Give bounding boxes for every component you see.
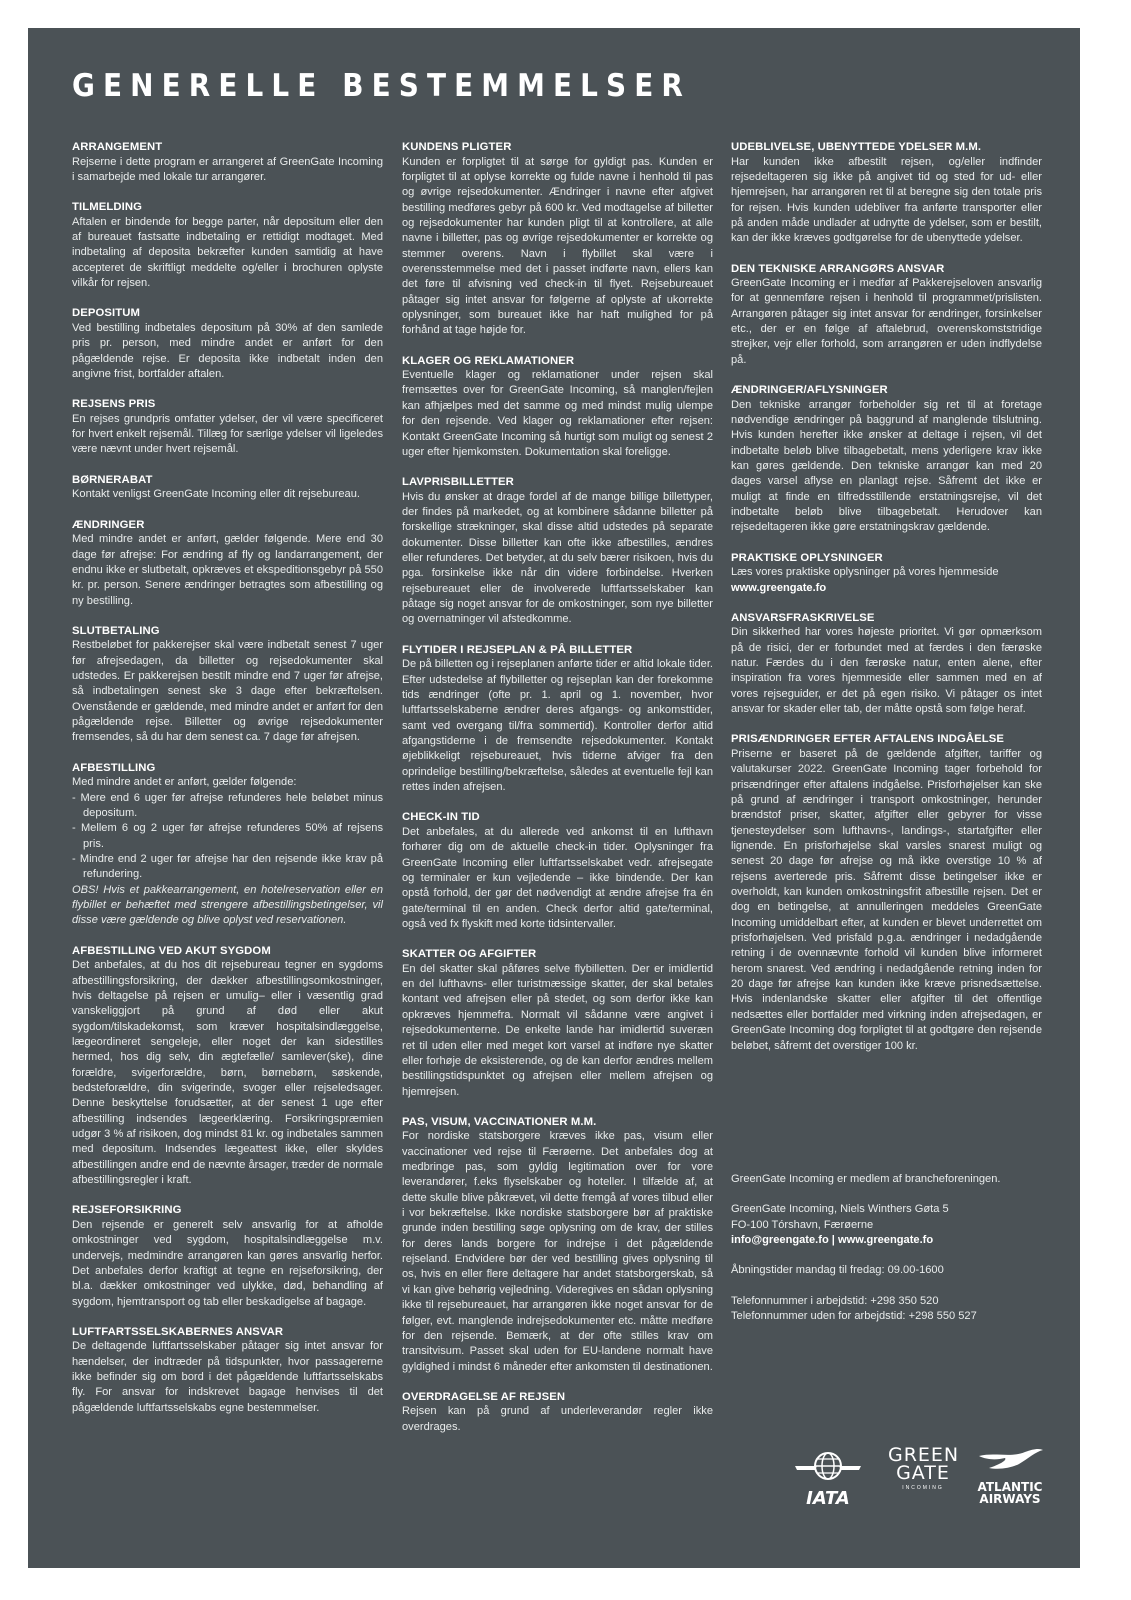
section-text: Den tekniske arrangør forbeholder sig ret til at foretage nødvendige ændringer på baggrund af manglende tilslutning. Hvis kunden herefter ikke ønsker at deltage i rejsen, vil det indbetalte beløb blive tilbagebetalt, mens yderligere krav ikke kan gøres gældende. Den tekniske arrangør kan med 20 dages varsel aflyse en planlagt rejse. Såfremt det ikke er muligt at finde en tilfredsstillende erstatningsrejse, vil det indbetalte beløb blive tilbagebetalt. Herudover kan rejsedeltageren ikke gøre erstatningskrav gældende.	[731, 398, 1042, 534]
list-item: - Mindre end 2 uger før afrejse har den rejsende ikke krav på refundering.	[72, 852, 383, 883]
section-text: Rejsen kan på grund af underleverandør regler ikke overdrages.	[402, 1405, 713, 1433]
bird-icon	[975, 1446, 1045, 1476]
iata-globe-icon	[793, 1446, 863, 1488]
section	[402, 947, 713, 1100]
section-text: De deltagende luftfartsselskaber påtager sig intet ansvar for hændelser, der indtræder på tidspunkter, hvor passagererne ikke befinder sig om bord i det pågældende luftfartsselskabs fly. For ansvar for indskrevet bagage henvises til det pågældende luftfartsselskabs egne bestemmelser.	[72, 1340, 383, 1414]
note-text: OBS! Hvis et pakkearrangement, en hotelreservation eller en flybillet er behæftet med strengere afbestillingsbetingelser, vil disse være gældende og blive oplyst ved reservationen.	[72, 883, 383, 927]
section	[72, 200, 383, 291]
section-heading: ÆNDRINGER	[72, 518, 145, 531]
section-heading: OVERDRAGELSE AF REJSEN	[402, 1390, 566, 1403]
section-heading: BØRNERABAT	[72, 473, 153, 486]
column-3	[731, 140, 1042, 1069]
section-heading: AFBESTILLING VED AKUT SYGDOM	[72, 944, 271, 957]
section	[402, 475, 713, 628]
section-text: Det anbefales, at du allerede ved ankomst til en lufthavn forhører dig om de aktuelle check-in tider. Oplysninger fra GreenGate Incoming eller luftfartsselskabet vedr. afrejsegate og terminaler er kun vejledende – ikke bindende. Der kan opstå forhold, der gør det nødvendigt at ændre afrejse fra én gate/terminal til en anden. Check derfor altid gate/terminal, også ved fx flyskift med korte tidsintervaller.	[402, 825, 713, 930]
section	[402, 354, 713, 461]
section	[731, 611, 1042, 718]
section-text: Eventuelle klager og reklamationer under rejsen skal fremsættes over for GreenGate Incoming, så manglen/fejlen kan afhjælpes med det samme og med mindst mulig ulempe for den rejsende. Ved klager og reklamationer efter rejsen: Kontakt GreenGate Incoming så hurtigt som muligt og senest 2 uger efter hjemkomsten. Dokumentation skal foreligge.	[402, 369, 713, 458]
list-item: - Mere end 6 uger før afrejse refunderes hele beløbet minus depositum.	[72, 791, 383, 822]
phone-work: Telefonnummer i arbejdstid: +298 350 520	[731, 1294, 939, 1307]
address-line-2: FO-100 Tórshavn, Færøerne	[731, 1218, 874, 1231]
section	[731, 262, 1042, 369]
page-title: GENERELLE BESTEMMELSER	[72, 68, 691, 104]
section	[72, 306, 383, 382]
section-heading: ÆNDRINGER/AFLYSNINGER	[731, 384, 888, 397]
list-item: - Mellem 6 og 2 uger før afrejse refunderes 50% af rejsens pris.	[72, 821, 383, 852]
greengate-subtitle: INCOMING	[902, 1485, 944, 1491]
section-text: Med mindre andet er anført, gælder følgende. Mere end 30 dage før afrejse: For ændring af fly og landarrangement, der endnu ikke er slutbetalt, opkræves et ekspeditionsgebyr på 550 kr. pr. person. Senere ændringer betragtes som afbestilling og ny bestilling.	[72, 533, 383, 607]
section-text: For nordiske statsborgere kræves ikke pas, visum eller vaccinationer ved rejse til Færøerne. Det anbefales dog at medbringe pas, som gyldig legitimation over for vore leverandører, f.eks flyselskaber og hoteller. I tilfælde af, at dette skulle blive påkrævet, vil dette fremgå af vores tilbud eller i vor bekræftelse. Ikke nordiske statsborgere bør af praktiske grunde inden bestilling søge oplysning om de krav, der stilles for deres lands borgere for indrejse i det pågældende rejseland. Endvidere bør der ved bestilling gives oplysning til os, hvis en eller flere deltagere har andet statsborgerskab, så vi kan give behørig vejledning. Videregives en sådan oplysning ikke til rejsebureauet, har arrangøren ikke noget ansvar for de følger, evt. manglende indrejsedokumenter etc. måtte medføre for den rejsende. Bemærk, at der ofte stilles krav om transitvisum. Passet skal uden for EU-landene normalt have gyldighed i mindst 6 måneder efter ankomsten til destinationen.	[402, 1130, 713, 1373]
section-heading: LAVPRISBILLETTER	[402, 476, 514, 489]
section	[72, 624, 383, 746]
section	[72, 140, 383, 185]
section	[402, 810, 713, 932]
section	[72, 518, 383, 609]
section-text: Din sikkerhed har vores højeste prioritet. Vi gør opmærksom på de risici, der er forbundet med at færdes i den færøske natur. Færdes du i den færøske natur, enten alene, efter inspiration fra vores hjemmeside eller sammen med en af vores rejseguider, er det på egen risiko. Vi påtager os intet ansvar for skader eller tab, der måtte opstå som følge heraf.	[731, 626, 1042, 716]
section-text: En del skatter skal påføres selve flybilletten. Der er imidlertid en del lufthavns- eller turistmæssige skatter, der skal betales kontant ved afrejsen eller på stedet, og som derfor ikke kan opkræves hjemmefra. Normalt vil sådanne være angivet i rejsedokumenterne. De enkelte lande har imidlertid suveræn ret til uden eller med meget kort varsel at indføre nye skatter eller forhøje de eksisterende, og de kan derfor ændres mellem bestillingstidspunktet og afrejsen eller mellem afrejsen og hjemrejsen.	[402, 962, 713, 1098]
section-text: De på billetten og i rejseplanen anførte tider er altid lokale tider. Efter udstedelse af flybilletter og rejseplan kan der forekomme tids ændringer (ofte pr. 1. april og 1. november, hvor luftfartsselskaberne ændrer deres afgangs- og ankomsttider, samt ved overgang til/fra sommertid). Kontroller derfor altid afgangstiderne i de fremsendte rejsedokumenter. Kontakt øjeblikkeligt rejsebureauet, hvis tiderne afviger fra den oprindelige bestilling/bekræftelse, således at eventuelle fejl kan rettes inden afrejsen.	[402, 658, 713, 794]
section	[731, 140, 1042, 247]
section-heading: DEPOSITUM	[72, 307, 141, 320]
section-heading: ANSVARSFRASKRIVELSE	[731, 611, 875, 624]
address	[731, 1202, 1051, 1248]
atlantic-word-1: ATLANTIC	[977, 1480, 1043, 1494]
greengate-word-2: GATE	[896, 1462, 950, 1484]
section	[72, 944, 383, 1189]
section-text: Aftalen er bindende for begge parter, når depositum eller den af bureauet fastsatte indbetaling er rettidigt modtaget. Med indbetaling af deposita bekræfter kunden samtidig at have accepteret de skriftligt meddelte og/eller i brochuren oplyste vilkår for rejsen.	[72, 215, 383, 290]
section-text: Har kunden ikke afbestilt rejsen, og/eller indfinder rejsedeltageren sig ikke på angivet tid og sted for ud- eller hjemrejsen, har arrangøren ret til at beregne sig den totale pris for rejsen. Hvis kunden udebliver fra anførte transporter eller på anden måde undlader at udnytte de ydelser, som er bestilt, kan der ikke kræves godtgørelse for de ubenyttede ydelser.	[731, 155, 1042, 245]
atlantic-word-2: AIRWAYS	[979, 1492, 1041, 1506]
terms-panel	[28, 28, 1080, 1568]
section	[402, 643, 713, 796]
section	[72, 761, 383, 929]
section-heading: PAS, VISUM, VACCINATIONER M.M.	[402, 1115, 597, 1128]
section-text: Priserne er baseret på de gældende afgifter, tariffer og valutakurser 2022. GreenGate Incoming tager forbehold for prisændringer efter aftalens indgåelse. Prisforhøjelser kan ske på grund af ændringer i transport omkostninger, herunder brændstof priser, skatter, afgifter eller gebyrer for visse tjenesteydelser som lufthavns-, landings-, startafgifter eller lignende. En prisforhøjelse skal varsles snarest muligt og senest 20 dage før afrejse og må ikke overstige 10 % af rejsens averterede pris. Såfremt disse betingelser ikke er overholdt, kan kunden omkostningsfrit afbestille rejsen. Det er dog en betingelse, at annulleringen meddeles GreenGate Incoming umiddelbart efter, at kunden er blevet underrettet om prisforhøjelsen. Ved prisfald p.g.a. ændringer i nedadgående retning i de ovennævnte forhold vil kunden blive informeret herom snarest. Ved ændring i nedadgående retning inden for 20 dage før afrejse kan kunden ikke kræve prisnedsættelse. Hvis indenlandske skatter eller afgifter til det offentlige nedsættes eller bortfalder med virkning inden afrejsedagen, er GreenGate Incoming dog forpligtet til at godtgøre den rejsende beløbet, såfremt det overstiger 100 kr.	[731, 747, 1042, 1052]
iata-wordmark: IATA	[806, 1488, 850, 1509]
opening-hours: Åbningstider mandag til fredag: 09.00-1600	[731, 1264, 944, 1277]
section-heading: SLUTBETALING	[72, 624, 160, 637]
section-heading: UDEBLIVELSE, UBENYTTEDE YDELSER M.M.	[731, 141, 982, 153]
section-heading: TILMELDING	[72, 201, 143, 214]
section-text: Kontakt venligst GreenGate Incoming eller dit rejsebureau.	[72, 488, 360, 501]
section	[402, 1390, 713, 1435]
section-text: Rejserne i dette program er arrangeret af GreenGate Incoming i samarbejde med lokale tur arrangører.	[72, 155, 383, 183]
section	[402, 140, 713, 339]
section-heading: FLYTIDER I REJSEPLAN & PÅ BILLETTER	[402, 643, 633, 656]
section-heading: REJSEFORSIKRING	[72, 1204, 182, 1217]
greengate-word-1: GREEN	[888, 1444, 960, 1466]
membership-text: GreenGate Incoming er medlem af brancheforeningen.	[731, 1173, 1001, 1185]
bullet-list	[72, 791, 383, 883]
section-heading: ARRANGEMENT	[72, 141, 163, 153]
section-heading: CHECK-IN TID	[402, 811, 480, 824]
section	[731, 732, 1042, 1053]
section-text: Den rejsende er generelt selv ansvarlig for at afholde omkostninger ved sygdom, hospitalsindlæggelse m.v. undervejs, medmindre arrangøren kan gøres ansvarlig herfor. Det anbefales derfor kraftigt at tegne en rejseforsikring, der bl.a. dækker omkostninger ved ulykke, død, behandling af sygdom, hjemtransport og tab eller beskadigelse af bagage.	[72, 1218, 383, 1308]
section-heading: LUFTFARTSSELSKABERNES ANSVAR	[72, 1325, 284, 1338]
column-1	[72, 140, 383, 1431]
phone-after-hours: Telefonnummer uden for arbejdstid: +298 550 527	[731, 1310, 977, 1323]
section-text: Læs vores praktiske oplysninger på vores hjemmeside	[731, 566, 999, 579]
atlantic-airways-logo	[970, 1446, 1050, 1516]
phone-numbers	[731, 1294, 1051, 1325]
section	[72, 1203, 383, 1310]
section-heading: REJSENS PRIS	[72, 398, 156, 411]
section-heading: PRAKTISKE OPLYSNINGER	[731, 551, 883, 564]
section-text: Det anbefales, at du hos dit rejsebureau tegner en sygdoms afbestillingsforsikring, der dækker afbestillingsomkostninger, hvis deltagelse på rejsen er umulig– eller i væsentlig grad vanskeliggjort på grund af død eller akut sygdom/tilskadekomst, som kræver hospitalsindlæggelse, lægeordineret sengeleje, eller noget der kan sidestilles hermed, hos dig selv, din ægtefælle/ samlever(ske), dine forældre, svigerforældre, børn, børnebørn, søskende, bedsteforældre, din svigerinde, svoger eller rejseledsager. Denne beskyttelse forudsætter, at der senest 1 uge efter afbestilling indsendes lægeerklæring. Forsikringspræmien udgør 3 % af risikoen, dog mindst 81 kr. og indbetales sammen med depositum. Indsendes lægeattest ikke, eller skyldes afbestillingen andre end de nævnte årsager, træder de normale afbestillingsregler i kraft.	[72, 959, 383, 1187]
section	[72, 473, 383, 503]
section	[731, 383, 1042, 536]
greengate-logo	[888, 1446, 958, 1516]
section-text: Med mindre andet er anført, gælder følgende:	[72, 776, 297, 789]
contact-block	[731, 1172, 1051, 1339]
section-text: Restbeløbet for pakkerejser skal være indbetalt senest 7 uger før afrejsedagen, da billetter og rejsedokumenter skal udstedes. Er pakkerejsen bestilt mindre end 7 uger før afrejse, så indbetalingen senest ske 3 dage efter bekræftelsen. Ovenstående er gældende, med mindre andet er anført for den pågældende rejse. Billetter og øvrige rejsedokumenter fremsendes, så du har dem senest ca. 7 dage før afrejsen.	[72, 639, 383, 744]
section	[402, 1115, 713, 1375]
section	[72, 397, 383, 458]
section	[731, 551, 1042, 596]
email-web-link[interactable]: info@greengate.fo | www.greengate.fo	[731, 1234, 934, 1247]
iata-logo	[788, 1446, 868, 1516]
section-text: GreenGate Incoming er i medfør af Pakkerejseloven ansvarlig for at gennemføre rejsen i henhold til programmet/prislisten. Arrangøren påtager sig intet ansvar for ændringer, forsinkelser etc., der er en følge af aftalebrud, overenskomststridige strejker, vejr eller forhold, som arrangøren er uden indflydelse på.	[731, 277, 1042, 366]
section-heading: SKATTER OG AFGIFTER	[402, 948, 537, 961]
section-text: Hvis du ønsker at drage fordel af de mange billige billettyper, der findes på markedet, og at kombinere sådanne billetter på forskellige strækninger, skal disse altid udstedes på separate dokumenter. Disse billetter kan ofte ikke afbestilles, ændres eller refunderes. Det betyder, at du selv bærer risikoen, hvis du pga. forsinkelse ikke når din videre forbindelse. Hverken rejsebureauet eller de involverede luftfartsselskaber kan påtage sig noget ansvar for de omkostninger, som nye billetter og overnatninger vil afstedkomme.	[402, 490, 713, 626]
address-line-1: GreenGate Incoming, Niels Winthers Gøta 5	[731, 1203, 949, 1216]
website-link[interactable]: www.greengate.fo	[731, 581, 827, 594]
section-heading: PRISÆNDRINGER EFTER AFTALENS INDGÅELSE	[731, 733, 1005, 746]
logo-row	[788, 1446, 1058, 1516]
section-text: Ved bestilling indbetales depositum på 30% af den samlede pris pr. person, med mindre andet er anført for den pågældende rejse. Er deposita ikke indbetalt inden den angivne frist, bortfalder aftalen.	[72, 321, 383, 380]
section	[72, 1325, 383, 1416]
section-heading: KUNDENS PLIGTER	[402, 141, 512, 153]
section-text: En rejses grundpris omfatter ydelser, der vil være specificeret for hvert enkelt rejsemål. Tillæg for særlige ydelser vil ligeledes være nævnt under hvert rejsemål.	[72, 412, 383, 456]
section-heading: DEN TEKNISKE ARRANGØRS ANSVAR	[731, 262, 945, 275]
section-text: Kunden er forpligtet til at sørge for gyldigt pas. Kunden er forpligtet til at oplyse korrekte og fulde navne i henhold til pas og øvrige rejsedokumenter. Ændringer i navne efter afgivet bestilling medføres gebyr på 600 kr. Ved modtagelse af billetter og rejsedokumenter har kunden pligt til at kontrollere, at alle navne i billetter, pas og øvrige rejsedokumenter er korrekte og stemmer overens. Navn i flybillet skal være i overensstemmelse med det i passet indførte navn, ellers kan det føre til afvisning ved check-in til flyet. Rejsebureauet påtager sig intet ansvar for følgerne af oplyste af ukorrekte oplysninger, som bureauet ikke har haft mulighed for på forhånd at tage højde for.	[402, 155, 713, 337]
section-heading: AFBESTILLING	[72, 761, 156, 774]
column-2	[402, 140, 713, 1450]
section-heading: KLAGER OG REKLAMATIONER	[402, 354, 575, 367]
